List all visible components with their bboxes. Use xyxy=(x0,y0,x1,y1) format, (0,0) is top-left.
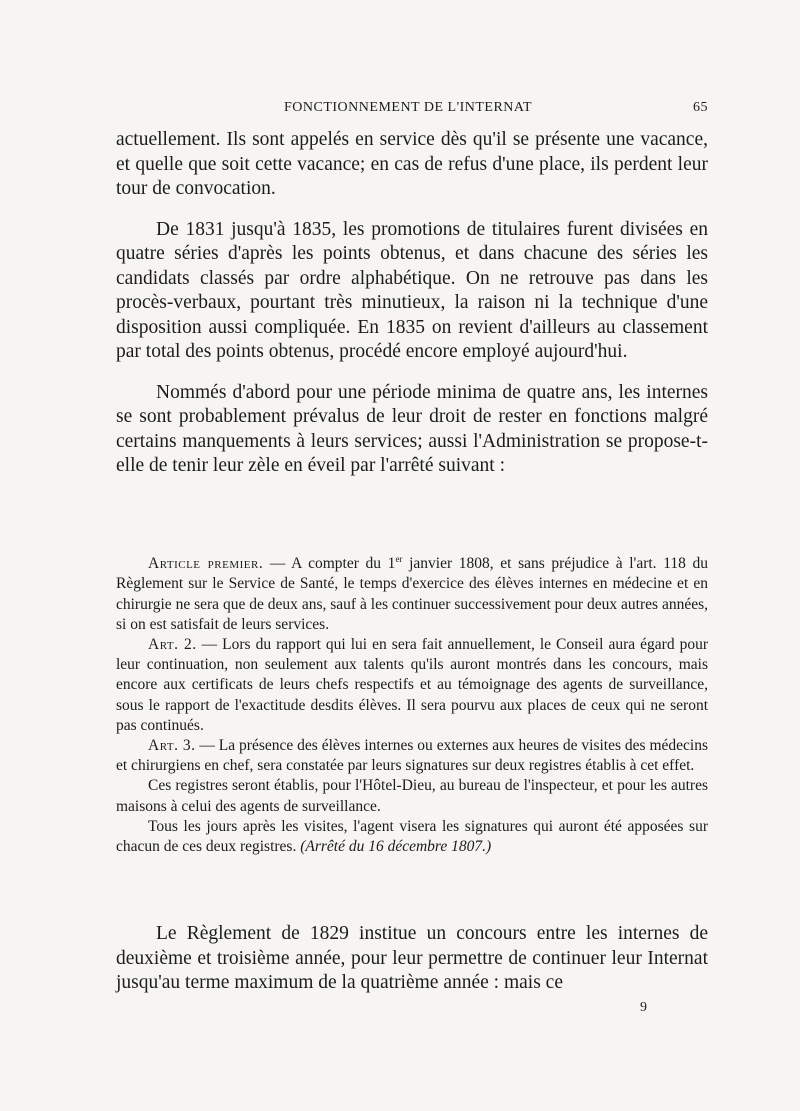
decree-citation: (Arrêté du 16 décembre 1807.) xyxy=(300,838,492,855)
body-upper xyxy=(116,128,708,479)
closing-paragraph: Le Règlement de 1829 institue un concours entre les internes de deuxième et troisième année, pour leur permettre de continuer leur Internat jusqu'au terme maximum de la quatrième année : mais ce xyxy=(116,923,708,993)
paragraph-3: Nommés d'abord pour une période minima de quatre ans, les internes se sont probablement prévalus de leur droit de rester en fonctions malgré certains manquements à leurs services; aussi l'Administration se propose-t-elle de tenir leur zèle en éveil par l'arrêté suivant : xyxy=(116,381,708,476)
decree-quote xyxy=(116,549,708,857)
article-3 xyxy=(116,736,708,776)
article-2-text: — Lors du rapport qui lui en sera fait annuellement, le Conseil aura égard pour leur continuation, non seulement aux talents qu'ils auront montrés dans les concours, mais encore aux certificats de leurs chefs respectifs et au témoignage des agents de surveillance, sous le rapport de l'exactitude desdits élèves. Il sera pourvu aux places de ceux qui ne seront pas continués. xyxy=(116,635,709,734)
running-title: FONCTIONNEMENT DE L'INTERNAT xyxy=(284,100,533,115)
decree-paragraph-registres: Ces registres seront établis, pour l'Hôtel-Dieu, au bureau de l'inspecteur, et pour les autres maisons à celui des agents de surveillance. xyxy=(116,777,708,815)
paragraph-1: actuellement. Ils sont appelés en service dès qu'il se présente une vacance, et quelle que soit cette vacance; en cas de refus d'une place, ils perdent leur tour de convocation. xyxy=(116,129,708,199)
article-1-label: Article premier. xyxy=(148,555,264,573)
article-1-sup: er xyxy=(395,554,403,564)
article-3-label: Art. 3. xyxy=(148,736,196,754)
article-2 xyxy=(116,635,708,736)
article-1 xyxy=(116,549,708,635)
decree-paragraph-visites xyxy=(116,817,708,857)
signature-mark: 9 xyxy=(640,1000,647,1015)
page-number: 65 xyxy=(693,100,708,115)
paragraph-2: De 1831 jusqu'à 1835, les promotions de titulaires furent divisées en quatre séries d'après les points obtenus, et dans chacune des séries les candidats classés par ordre alphabétique. On ne retrouve pas dans les procès-verbaux, pourtant très minutieux, la raison ni la technique d'une disposition aussi compliquée. En 1835 on revient d'ailleurs au classement par total des points obtenus, procédé encore employé aujourd'hui. xyxy=(116,218,708,362)
decree-visites-text: Tous les jours après les visites, l'agent visera les signatures qui auront été apposées sur chacun de ces deux registres. xyxy=(116,817,708,855)
article-2-label: Art. 2. xyxy=(148,635,197,653)
article-1-text-b: janvier 1808, et sans préjudice à l'art. 118 du Règlement sur le Service de Santé, le temps d'exercice des élèves internes en médecine et en chirurgie ne sera que de deux ans, sauf à les continuer successivement pour deux autres années, si on est satisfait de leurs services. xyxy=(116,555,709,633)
body-lower xyxy=(116,922,708,996)
article-3-text: — La présence des élèves internes ou externes aux heures de visites des médecins et chirurgiens en chef, sera constatée par leurs signatures sur deux registres établis à cet effet. xyxy=(116,736,708,775)
article-1-text-a: — A compter du 1 xyxy=(263,555,396,573)
